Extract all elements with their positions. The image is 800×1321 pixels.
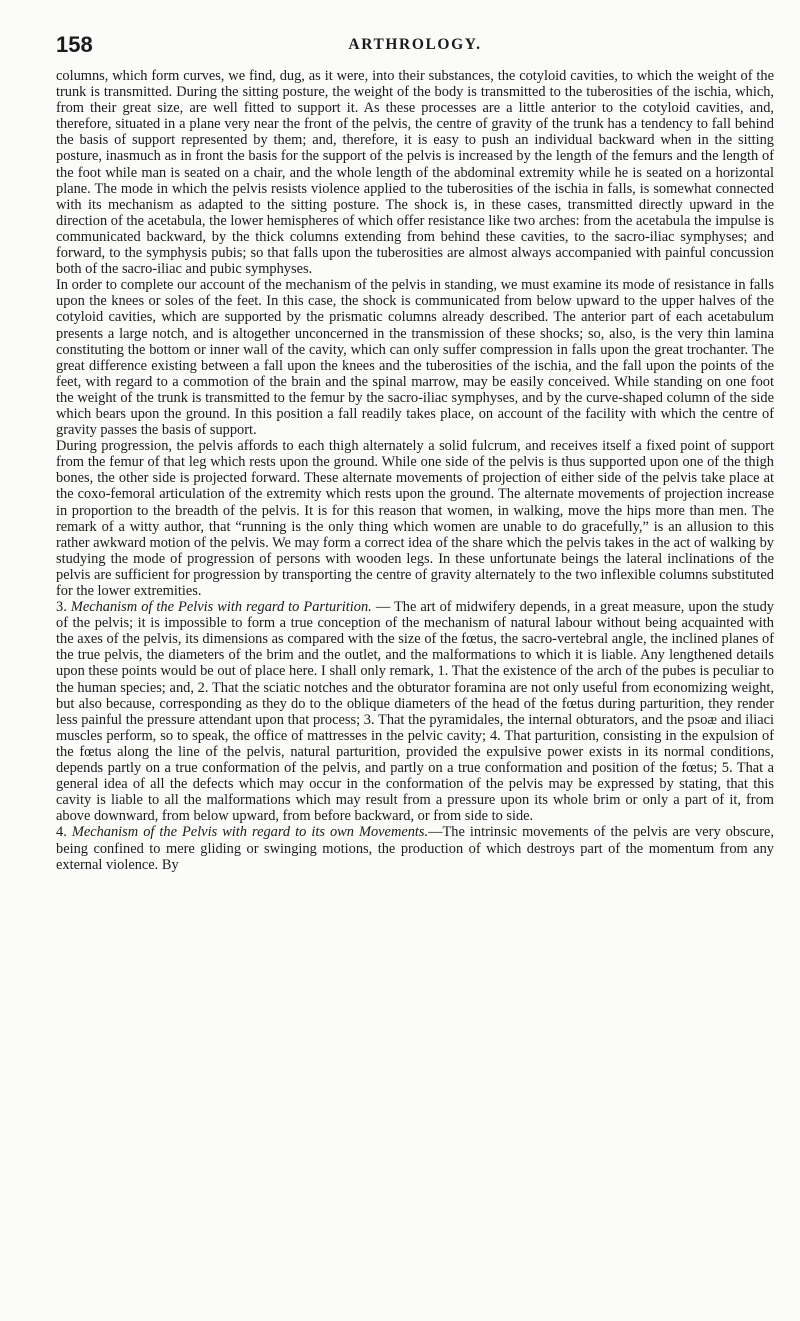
body-text xyxy=(56,68,774,873)
paragraph-own-movements xyxy=(56,824,774,872)
paragraph-standing-mechanism xyxy=(56,277,774,438)
paragraph-progression xyxy=(56,438,774,599)
running-head xyxy=(56,32,774,68)
paragraph-text: During progression, the pelvis affords to each thigh alternately a solid fulcrum, and receives itself a fixed point of support from the femur of that leg which rests upon the ground. While one side of the pelvis is thus supported upon one of the thigh bones, the other side is projected forward. These alternate movements of projection of either side of the pelvis take place at the coxo-femoral articulation of the extremity which rests upon the ground. The alternate movements of projection increase in proportion to the breadth of the pelvis. It is for this reason that women, in walking, move the hips more than men. The remark of a witty author, that “running is the only thing which women are unable to do gracefully,” is an allusion to this rather awkward motion of the pelvis. We may form a correct idea of the share which the pelvis takes in the act of walking by studying the mode of progression of persons with wooden legs. In these unfortunate beings the lateral inclinations of the pelvis are sufficient for progression by transporting the centre of gravity alternately to the two inflexible columns substituted for the lower extremities. xyxy=(56,438,774,599)
paragraph-sitting-posture xyxy=(56,68,774,277)
paragraph-parturition xyxy=(56,599,774,824)
page-number: 158 xyxy=(56,32,93,57)
paragraph-number: 4. xyxy=(56,824,72,841)
section-title: ARTHROLOGY. xyxy=(348,36,482,53)
subsection-heading: Mechanism of the Pelvis with regard to its own Movements. xyxy=(71,824,429,841)
subsection-heading: Mechanism of the Pelvis with regard to Parturition. xyxy=(70,599,372,616)
paragraph-number: 3. xyxy=(56,599,71,616)
paragraph-text: In order to complete our account of the mechanism of the pelvis in standing, we must examine its mode of resistance in falls upon the knees or soles of the feet. In this case, the shock is communicated from below upward to the upper halves of the cotyloid cavities, which are supported by the prismatic columns already described. The anterior part of each acetabulum presents a large notch, and is altogether unconcerned in the transmission of these shocks; so, also, is the very thin lamina constituting the bottom or inner wall of the cavity, which can only suffer compression in falls upon the great trochanter. The great difference existing between a fall upon the knees and the tuberosities of the ischia, and the fall upon the points of the feet, with regard to a commotion of the brain and the spinal marrow, may be easily conceived. While standing on one foot the weight of the trunk is transmitted to the femur by the sacro-iliac symphyses, and by the curve-shaped column of the side which bears upon the ground. In this position a fall readily takes place, on account of the facility with which the centre of gravity passes the basis of support. xyxy=(56,277,774,439)
paragraph-text: — The art of midwifery depends, in a great measure, upon the study of the pelvis; it is impossible to form a true conception of the mechanism of natural labour without being acquainted with the axes of the pelvis, its dimensions as compared with the size of the fœtus, the sacro-vertebral angle, the inclined planes of the true pelvis, the diameters of the brim and the outlet, and the malformations to which it is liable. Any lengthened details upon these points would be out of place here. I shall only remark, 1. That the existence of the arch of the pubes is peculiar to the human species; and, 2. That the sciatic notches and the obturator foramina are not only useful from economizing weight, but also because, corresponding as they do to the oblique diameters of the head of the fœtus during parturition, they render less painful the pressure attendant upon that process; 3. That the pyramidales, the internal obturators, and the psoæ and iliaci muscles perform, so to speak, the office of mattresses in the pelvic cavity; 4. That parturition, consisting in the expulsion of the fœtus along the line of the pelvis, natural parturition, provided the expulsive power exists in its normal conditions, depends partly on a true conformation of the pelvis, and partly on a true conformation and position of the fœtus; 5. That a general idea of all the defects which may occur in the conformation of the pelvis may be expressed by stating, that this cavity is liable to all the malformations which may result from a pressure upon its whole brim or only a part of it, from above downward, from below upward, from before backward, or from side to side. xyxy=(56,599,774,825)
paragraph-text: —The intrinsic movements of the pelvis are very obscure, being confined to mere gliding or swinging motions, the production of which destroys part of the momentum from any external violence. By xyxy=(56,824,775,873)
paragraph-text: columns, which form curves, we find, dug, as it were, into their substances, the cotyloid cavities, to which the weight of the trunk is transmitted. During the sitting posture, the weight of the body is transmitted to the tuberosities of the ischia, which, from their great size, are well fitted to support it. As these processes are a little anterior to the cotyloid cavities, and, therefore, situated in a plane very near the front of the pelvis, the centre of gravity of the trunk has a tendency to fall behind the basis of support represented by them; and, therefore, it is easy to push an individual backward when in the sitting posture, inasmuch as in front the basis for the support of the pelvis is increased by the length of the femurs and the length of the foot while man is seated on a chair, and the whole length of the abdominal extremity while he is seated on a horizontal plane. The mode in which the pelvis resists violence applied to the tuberosities of the ischia in falls, is somewhat connected with its mechanism as adapted to the sitting posture. The shock is, in these cases, transmitted directly upward in the direction of the acetabula, the lower hemispheres of which offer resistance like two arches: from the acetabula the impulse is communicated backward, by the thick columns extending from behind these cavities, to the sacro-iliac symphyses; and forward, to the symphysis pubis; so that falls upon the tuberosities are almost always accompanied with painful concussion both of the sacro-iliac and pubic symphyses. xyxy=(56,68,774,278)
